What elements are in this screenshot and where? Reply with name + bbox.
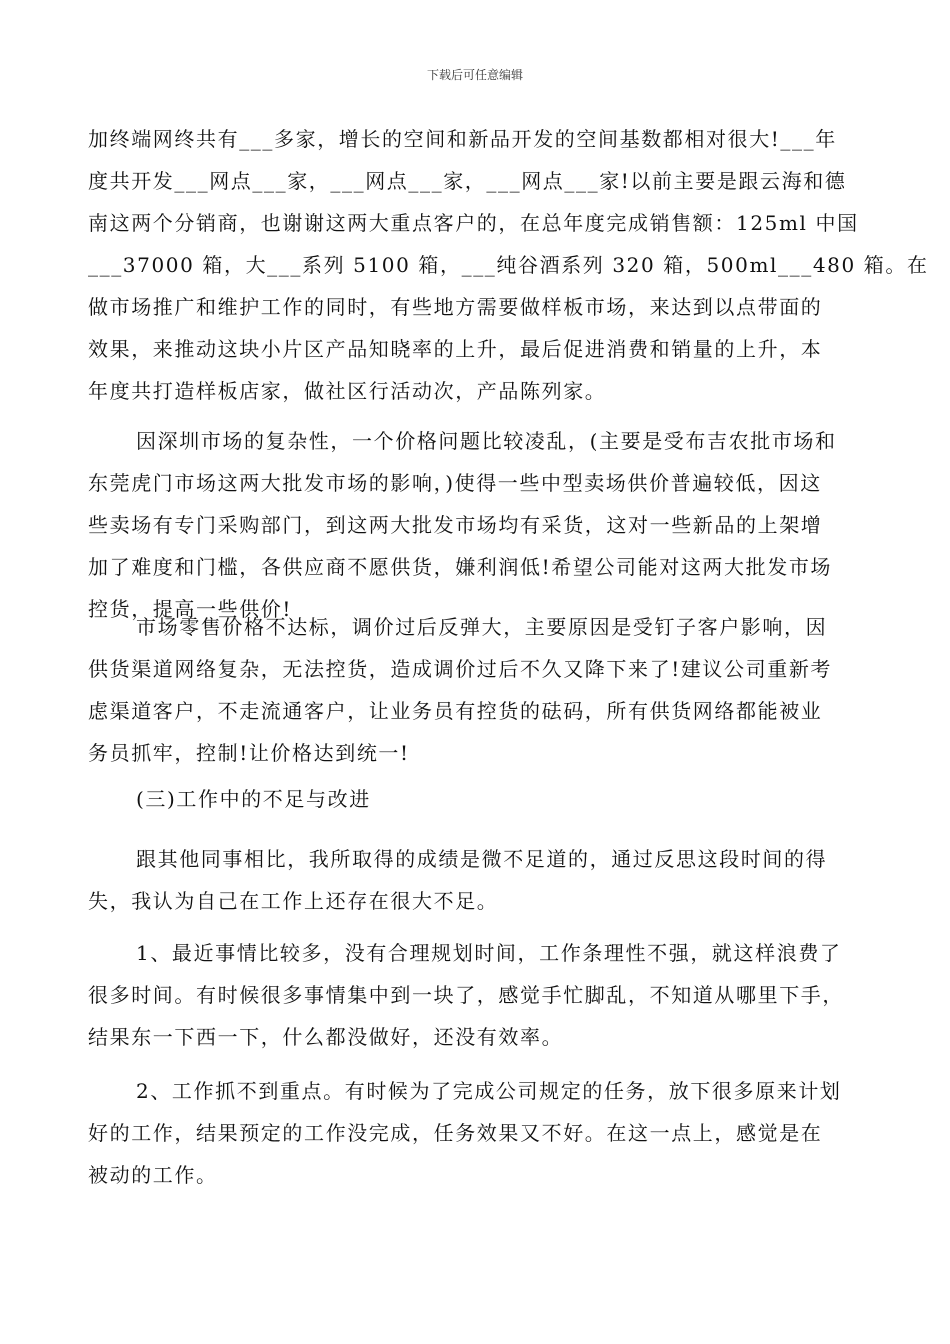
page-header: 下载后可任意编辑 (426, 68, 523, 82)
text-line: 度共开发___网点___家，___网点___家，___网点___家!以前主要是跟云海和德 (88, 169, 847, 193)
text-line: 很多时间。有时候很多事情集中到一块了，感觉手忙脚乱，不知道从哪里下手， (88, 983, 844, 1007)
text-line: 控货，提高一些供价! (88, 597, 293, 621)
text-line: 结果东一下西一下，什么都没做好，还没有效率。 (88, 1025, 564, 1049)
paragraph-1 (88, 118, 929, 412)
text-line: 1、最近事情比较多，没有合理规划时间，工作条理性不强，就这样浪费了 (136, 941, 842, 965)
text-line: 供货渠道网络复杂，无法控货，造成调价过后不久又降下来了!建议公司重新考 (88, 657, 833, 681)
heading-text: (三)工作中的不足与改进 (136, 787, 371, 811)
paragraph-3 (88, 606, 868, 774)
paragraph-6 (88, 1070, 868, 1196)
text-line: ___37000 箱，大___系列 5100 箱，___纯谷酒系列 320 箱，500ml___480 箱。在 (88, 253, 929, 277)
text-line: 效果，来推动这块小片区产品知晓率的上升，最后促进消费和销量的上升，本 (88, 337, 823, 361)
text-line: 加终端网终共有___多家，增长的空间和新品开发的空间基数都相对很大!___年 (88, 127, 837, 151)
text-line: 务员抓牢，控制!让价格达到统一! (88, 741, 410, 765)
text-line: 南这两个分销商，也谢谢这两大重点客户的，在总年度完成销售额：125ml 中国 (88, 211, 859, 235)
text-line: 2、工作抓不到重点。有时候为了完成公司规定的任务，放下很多原来计划 (136, 1079, 842, 1103)
paragraph-4 (88, 838, 868, 922)
text-line: 些卖场有专门采购部门，到这两大批发市场均有采货，这对一些新品的上架增 (88, 513, 823, 537)
text-line: 被动的工作。 (88, 1163, 218, 1187)
text-line: 虑渠道客户，不走流通客户，让业务员有控货的砝码，所有供货网络都能被业 (88, 699, 823, 723)
text-line: 失，我认为自己在工作上还存在很大不足。 (88, 889, 499, 913)
text-line: 好的工作，结果预定的工作没完成，任务效果又不好。在这一点上，感觉是在 (88, 1121, 823, 1145)
text-line: 年度共打造样板店家，做社区行活动次，产品陈列家。 (88, 379, 607, 403)
text-line: 做市场推广和维护工作的同时，有些地方需要做样板市场，来达到以点带面的 (88, 295, 823, 319)
text-line: 跟其他同事相比，我所取得的成绩是微不足道的，通过反思这段时间的得 (136, 847, 828, 871)
text-line: 东莞虎门市场这两大批发市场的影响，)使得一些中型卖场供价普遍较低，因这 (88, 471, 822, 495)
paragraph-2 (88, 420, 868, 630)
text-line: 市场零售价格不达标，调价过后反弹大，主要原因是受钉子客户影响，因 (136, 615, 828, 639)
text-line: 因深圳市场的复杂性，一个价格问题比较凌乱，(主要是受布吉农批市场和 (136, 429, 837, 453)
text-line: 加了难度和门槛，各供应商不愿供货，嫌利润低!希望公司能对这两大批发市场 (88, 555, 833, 579)
section-heading (88, 778, 868, 820)
paragraph-5 (88, 932, 868, 1058)
